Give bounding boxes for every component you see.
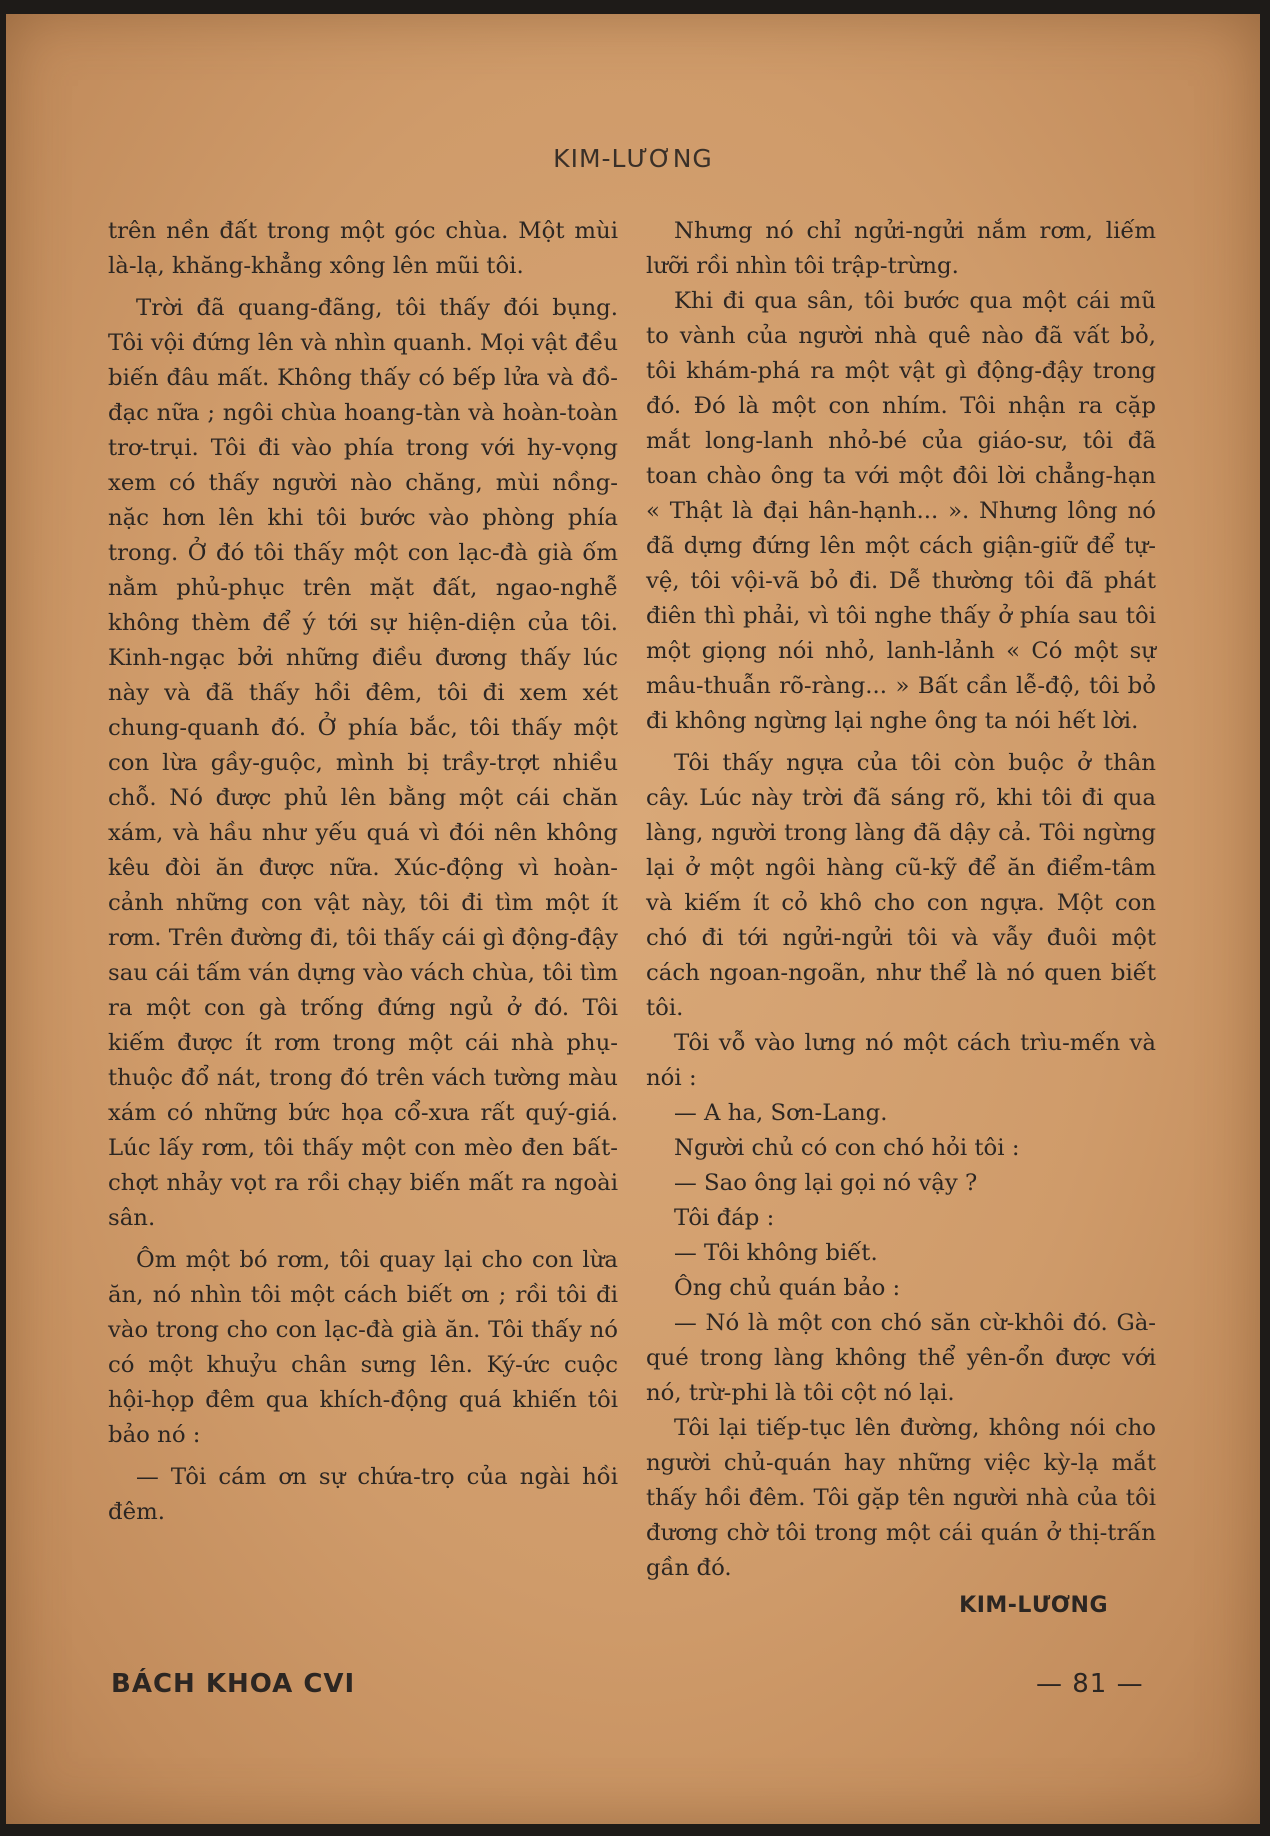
dialogue-line: — Tôi không biết. bbox=[674, 1240, 878, 1266]
paragraph: Người chủ có con chó hỏi tôi : bbox=[674, 1135, 1020, 1161]
left-column bbox=[108, 214, 618, 1530]
paragraph: — Tôi cám ơn sự chứa-trọ của ngài hồi đêm. bbox=[108, 1464, 618, 1525]
right-column bbox=[646, 214, 1156, 1623]
page-number: — 81 — bbox=[1036, 1669, 1144, 1699]
paragraph: Tôi vỗ vào lưng nó một cách trìu-mến và nói : bbox=[646, 1030, 1156, 1091]
dialogue-line: — A ha, Sơn-Lang. bbox=[674, 1100, 888, 1126]
page-header: KIM-LƯƠNG bbox=[553, 144, 713, 173]
paragraph: Ôm một bó rơm, tôi quay lại cho con lừa ăn, nó nhìn tôi một cách biết ơn ; rồi tôi đi vào trong cho con lạc-đà già ăn. Tôi thấy nó có một khuỷu chân sưng lên. Ký-ức cuộc hội-họp đêm qua khích-động quá khiến tôi bảo nó : bbox=[108, 1247, 618, 1448]
paragraph: Khi đi qua sân, tôi bước qua một cái mũ to vành của người nhà quê nào đã vất bỏ, tôi khám-phá ra một vật gì động-đậy trong đó. Đó là một con nhím. Tôi nhận ra cặp mắt long-lanh nhỏ-bé của giáo-sư, tôi đã toan chào ông ta với một đôi lời chẳng-hạn « Thật là đại hân-hạnh... ». Nhưng lông nó đã dựng đứng lên một cách giận-giữ để tự-vệ, tôi vội-vã bỏ đi. Dễ thường tôi đã phát điên thì phải, vì tôi nghe thấy ở phía sau tôi một giọng nói nhỏ, lanh-lảnh « Có một sự mâu-thuẫn rõ-ràng... » Bất cần lễ-độ, tôi bỏ đi không ngừng lại nghe ông ta nói hết lời. bbox=[646, 288, 1156, 734]
paragraph: Tôi lại tiếp-tục lên đường, không nói cho người chủ-quán hay những việc kỳ-lạ mắt thấy hồi đêm. Tôi gặp tên người nhà của tôi đương chờ tôi trong một cái quán ở thị-trấn gần đó. bbox=[646, 1415, 1156, 1581]
paragraph: Trời đã quang-đãng, tôi thấy đói bụng. Tôi vội đứng lên và nhìn quanh. Mọi vật đều biến đâu mất. Không thấy có bếp lửa và đồ-đạc nữa ; ngôi chùa hoang-tàn và hoàn-toàn trơ-trụi. Tôi đi vào phía trong với hy-vọng xem có thấy người nào chăng, mùi nồng-nặc hơn lên khi tôi bước vào phòng phía trong. Ở đó tôi thấy một con lạc-đà già ốm nằm phủ-phục trên mặt đất, ngao-nghễ không thèm để ý tới sự hiện-diện của tôi. Kinh-ngạc bởi những điều đương thấy lúc này và đã thấy hồi đêm, tôi đi xem xét chung-quanh đó. Ở phía bắc, tôi thấy một con lừa gầy-guộc, mình bị trầy-trợt nhiều chỗ. Nó được phủ lên bằng một cái chăn xám, và hầu như yếu quá vì đói nên không kêu đòi ăn được nữa. Xúc-động vì hoàn-cảnh những con vật này, tôi đi tìm một ít rơm. Trên đường đi, tôi thấy cái gì động-đậy sau cái tấm ván dựng vào vách chùa, tôi tìm ra một con gà trống đứng ngủ ở đó. Tôi kiếm được ít rơm trong một cái nhà phụ-thuộc đổ nát, trong đó trên vách tường màu xám có những bức họa cổ-xưa rất quý-giá. Lúc lấy rơm, tôi thấy một con mèo đen bất-chợt nhảy vọt ra rồi chạy biến mất ra ngoài sân. bbox=[108, 295, 618, 1231]
paragraph: Tôi đáp : bbox=[674, 1205, 775, 1231]
paragraph: trên nền đất trong một góc chùa. Một mùi là-lạ, khăng-khẳng xông lên mũi tôi. bbox=[108, 218, 618, 279]
dialogue-line: — Nó là một con chó săn cừ-khôi đó. Gà-qué trong làng không thể yên-ổn được với nó, trừ-phi là tôi cột nó lại. bbox=[646, 1310, 1156, 1406]
magazine-page bbox=[6, 14, 1260, 1824]
author-signature: KIM-LƯƠNG bbox=[959, 1593, 1108, 1618]
paragraph: Nhưng nó chỉ ngửi-ngửi nắm rơm, liếm lưỡi rồi nhìn tôi trập-trừng. bbox=[646, 218, 1156, 279]
dialogue-line: — Sao ông lại gọi nó vậy ? bbox=[674, 1170, 978, 1196]
paragraph: Ông chủ quán bảo : bbox=[674, 1275, 901, 1301]
magazine-name: BÁCH KHOA CVI bbox=[111, 1669, 356, 1699]
paragraph: Tôi thấy ngựa của tôi còn buộc ở thân cây. Lúc này trời đã sáng rõ, khi tôi đi qua làng, người trong làng đã dậy cả. Tôi ngừng lại ở một ngôi hàng cũ-kỹ để ăn điểm-tâm và kiếm ít cỏ khô cho con ngựa. Một con chó đi tới ngửi-ngửi tôi và vẫy đuôi một cách ngoan-ngoãn, như thể là nó quen biết tôi. bbox=[646, 750, 1156, 1021]
